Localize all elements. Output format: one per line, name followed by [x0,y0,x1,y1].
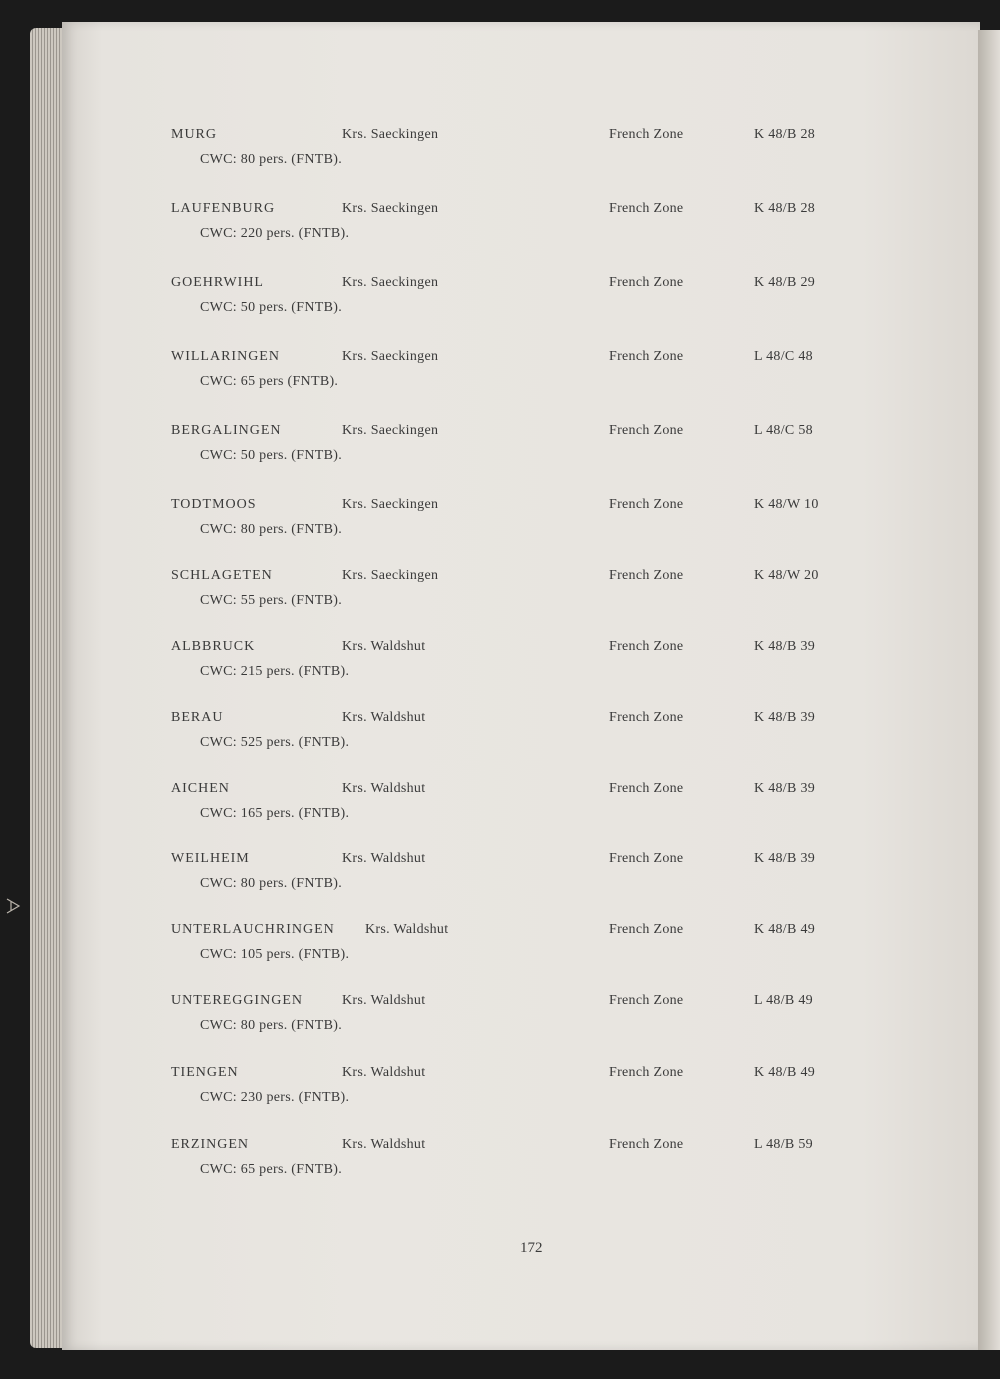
district: Krs. Waldshut [365,922,449,937]
place-name: TODTMOOS [171,497,257,512]
list-item [62,1065,980,1125]
cwc-count: CWC: 105 pers. (FNTB). [200,947,350,962]
district: Krs. Waldshut [342,639,426,654]
zone: French Zone [609,275,684,290]
place-name: WILLARINGEN [171,349,280,364]
grid-reference: K 48/B 39 [754,639,816,654]
cwc-count: CWC: 220 pers. (FNTB). [200,226,350,241]
cwc-count: CWC: 80 pers. (FNTB). [200,876,343,891]
district: Krs. Saeckingen [342,275,439,290]
list-item [62,781,980,841]
list-item [62,349,980,409]
zone: French Zone [609,127,684,142]
zone: French Zone [609,922,684,937]
list-item [62,710,980,770]
book-page [62,22,980,1350]
list-item [62,639,980,699]
list-item [62,423,980,483]
place-name: WEILHEIM [171,851,250,866]
place-name: MURG [171,127,218,142]
cwc-count: CWC: 80 pers. (FNTB). [200,152,343,167]
place-name: LAUFENBURG [171,201,276,216]
page-number: 172 [520,1240,543,1256]
grid-reference: L 48/C 48 [754,349,813,364]
list-item [62,201,980,261]
zone: French Zone [609,497,684,512]
place-name: AICHEN [171,781,230,796]
zone: French Zone [609,639,684,654]
district: Krs. Waldshut [342,1065,426,1080]
zone: French Zone [609,349,684,364]
zone: French Zone [609,568,684,583]
place-name: ALBBRUCK [171,639,256,654]
district: Krs. Saeckingen [342,349,439,364]
zone: French Zone [609,423,684,438]
grid-reference: L 48/C 58 [754,423,813,438]
margin-arrow-icon [5,897,21,915]
grid-reference: K 48/W 20 [754,568,819,583]
place-name: TIENGEN [171,1065,239,1080]
cwc-count: CWC: 50 pers. (FNTB). [200,448,343,463]
zone: French Zone [609,710,684,725]
grid-reference: K 48/W 10 [754,497,819,512]
zone: French Zone [609,201,684,216]
district: Krs. Saeckingen [342,127,439,142]
list-item [62,922,980,982]
zone: French Zone [609,993,684,1008]
cwc-count: CWC: 230 pers. (FNTB). [200,1090,350,1105]
district: Krs. Saeckingen [342,497,439,512]
cwc-count: CWC: 80 pers. (FNTB). [200,522,343,537]
district: Krs. Saeckingen [342,568,439,583]
place-name: BERAU [171,710,224,725]
list-item [62,275,980,335]
grid-reference: K 48/B 28 [754,201,816,216]
district: Krs. Saeckingen [342,423,439,438]
zone: French Zone [609,781,684,796]
list-item [62,993,980,1053]
zone: French Zone [609,851,684,866]
grid-reference: L 48/B 59 [754,1137,813,1152]
grid-reference: K 48/B 49 [754,1065,816,1080]
grid-reference: K 48/B 29 [754,275,816,290]
cwc-count: CWC: 50 pers. (FNTB). [200,300,343,315]
place-name: SCHLAGETEN [171,568,273,583]
zone: French Zone [609,1137,684,1152]
grid-reference: K 48/B 39 [754,710,816,725]
list-item [62,497,980,557]
district: Krs. Waldshut [342,1137,426,1152]
place-name: ERZINGEN [171,1137,249,1152]
grid-reference: K 48/B 39 [754,781,816,796]
cwc-count: CWC: 215 pers. (FNTB). [200,664,350,679]
cwc-count: CWC: 65 pers (FNTB). [200,374,339,389]
zone: French Zone [609,1065,684,1080]
place-name: BERGALINGEN [171,423,282,438]
cwc-count: CWC: 525 pers. (FNTB). [200,735,350,750]
place-name: UNTERLAUCHRINGEN [171,922,335,937]
list-item [62,127,980,187]
cwc-count: CWC: 165 pers. (FNTB). [200,806,350,821]
grid-reference: K 48/B 49 [754,922,816,937]
list-item [62,568,980,628]
list-item [62,1137,980,1197]
grid-reference: K 48/B 28 [754,127,816,142]
district: Krs. Waldshut [342,710,426,725]
place-name: UNTEREGGINGEN [171,993,303,1008]
list-item [62,851,980,911]
grid-reference: L 48/B 49 [754,993,813,1008]
cwc-count: CWC: 65 pers. (FNTB). [200,1162,343,1177]
cwc-count: CWC: 80 pers. (FNTB). [200,1018,343,1033]
grid-reference: K 48/B 39 [754,851,816,866]
district: Krs. Waldshut [342,851,426,866]
cwc-count: CWC: 55 pers. (FNTB). [200,593,343,608]
district: Krs. Saeckingen [342,201,439,216]
district: Krs. Waldshut [342,781,426,796]
place-name: GOEHRWIHL [171,275,264,290]
book-spine [978,30,1000,1350]
district: Krs. Waldshut [342,993,426,1008]
